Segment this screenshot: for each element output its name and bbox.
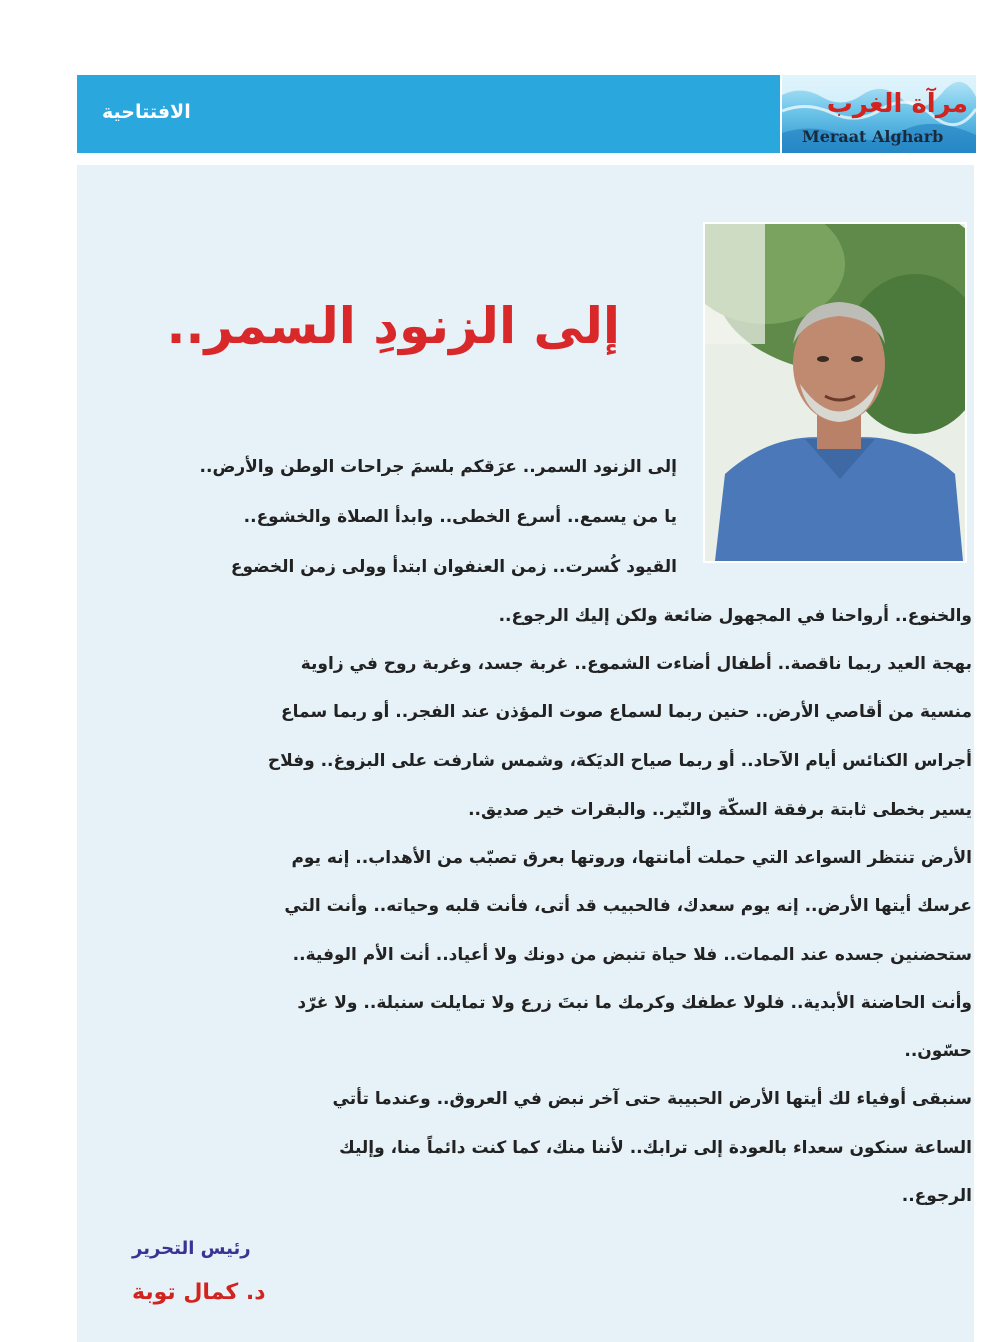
article-line: أجراس الكنائس أيام الآحاد.. أو ربما صياح الديَكة، وشمس شارفت على البزوغ.. وفلاح	[267, 751, 972, 771]
article-line: ستحضنين جسده عند الممات.. فلا حياة تنبض من دونك ولا أعياد.. أنت الأم الوفية..	[292, 945, 972, 965]
article-line: سنبقى أوفياء لك أيتها الأرض الحبيبة حتى آخر نبض في العروق.. وعندما تأتي	[332, 1089, 972, 1109]
logo-arabic-text: مرآة الغرب	[826, 89, 968, 119]
portrait-illustration	[705, 224, 965, 561]
article-line: الرجوع..	[901, 1186, 972, 1206]
section-label: الافتتاحية	[102, 101, 191, 123]
article-line: حسّون..	[904, 1041, 972, 1061]
article-line: إلى الزنود السمر.. عرَقكم بلسمَ جراحات الوطن والأرض..	[199, 457, 677, 477]
article-line: منسية من أقاصي الأرض.. حنين ربما لسماع صوت المؤذن عند الفجر.. أو ربما سماع	[281, 702, 972, 722]
magazine-logo	[780, 75, 976, 153]
article-line: الساعة سنكون سعداء بالعودة إلى ترابك.. لأننا منك، كما كنت دائماً منا، وإليك	[339, 1138, 972, 1158]
article-line: يسير بخطى ثابتة برفقة السكّة والنّير.. والبقرات خير صديق..	[468, 800, 972, 820]
article-line: القيود كُسرت.. زمن العنفوان ابتدأ وولى زمن الخضوع	[230, 557, 677, 577]
article-title: إلى الزنودِ السمر..	[166, 297, 620, 355]
article-line: والخنوع.. أرواحنا في المجهول ضائعة ولكن إليك الرجوع..	[498, 606, 972, 626]
logo-english-text: Meraat Algharb	[802, 127, 944, 146]
article-line: الأرض تنتظر السواعد التي حملت أمانتها، وروتها بعرق تصبّب من الأهداب.. إنه يوم	[291, 848, 972, 868]
article-line: عرسك أيتها الأرض.. إنه يوم سعدك، فالحبيب قد أتى، فأنت قلبه وحياته.. وأنت التي	[284, 896, 972, 916]
author-photo	[703, 222, 967, 563]
article-line: يا من يسمع.. أسرع الخطى.. وابدأ الصلاة والخشوع..	[243, 507, 677, 527]
editor-in-chief-label: رئيس التحرير	[132, 1238, 251, 1259]
editor-name: د. كمال توبة	[132, 1280, 266, 1305]
article-line: بهجة العيد ربما ناقصة.. أطفال أضاءت الشموع.. غربة جسد، وغربة روح في زاوية	[300, 654, 972, 674]
article-line: وأنت الحاضنة الأبدية.. فلولا عطفك وكرمك ما نبتَ زرع ولا تمايلت سنبلة.. ولا غرّد	[297, 993, 972, 1013]
